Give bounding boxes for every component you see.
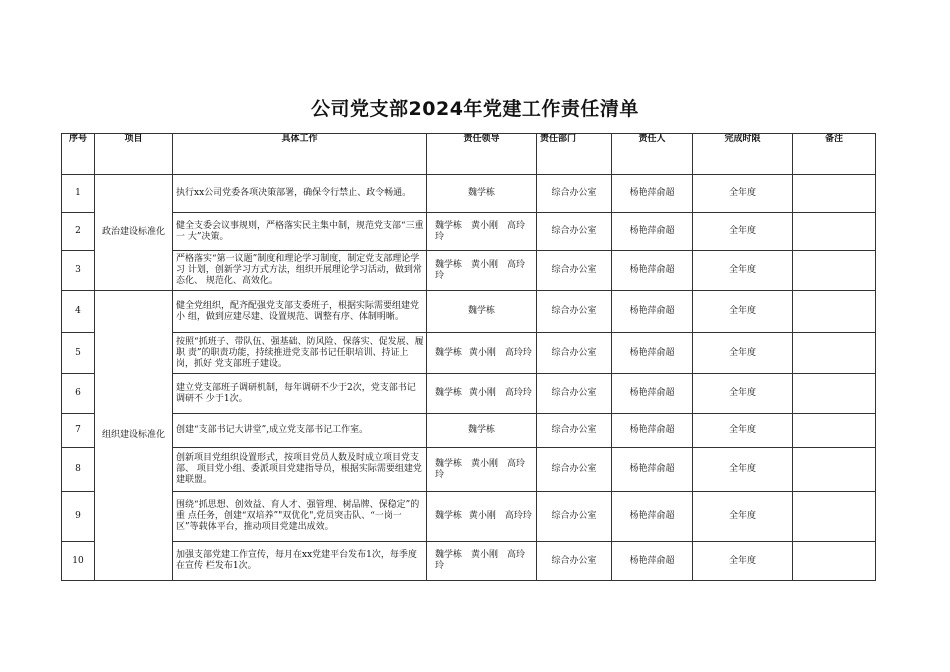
row-seq: 5 (62, 333, 95, 374)
row-leader: 魏学栋 黄小刚 高玲玲 (427, 374, 537, 414)
row-dept: 综合办公室 (537, 448, 612, 492)
row-deadline: 全年度 (693, 492, 793, 542)
table-row (62, 448, 876, 492)
row-person: 杨艳萍俞超 (612, 542, 693, 581)
row-leader: 魏学栋 (427, 175, 537, 213)
header-item: 项目 (95, 134, 173, 175)
row-deadline: 全年度 (693, 175, 793, 213)
row-note (793, 291, 876, 333)
row-note (793, 374, 876, 414)
row-deadline: 全年度 (693, 291, 793, 333)
row-dept: 综合办公室 (537, 374, 612, 414)
row-work: 健全党组织，配齐配强党支部支委班子，根据实际需要组建党小 组，做到应建尽建、设置规范、调整有序、体制明晰。 (173, 291, 427, 333)
row-deadline: 全年度 (693, 251, 793, 291)
row-seq: 9 (62, 492, 95, 542)
header-work: 具体工作 (173, 134, 427, 175)
row-leader: 魏学栋 黄小刚 高玲玲 (427, 333, 537, 374)
row-deadline: 全年度 (693, 448, 793, 492)
row-note (793, 492, 876, 542)
row-note (793, 175, 876, 213)
header-deadline: 完成时限 (693, 134, 793, 175)
document-title: 公司党支部2024年党建工作责任清单 (311, 98, 639, 120)
row-person: 杨艳萍俞超 (612, 374, 693, 414)
row-note (793, 251, 876, 291)
row-leader: 魏学栋 黄小刚 高玲玲 (427, 542, 537, 581)
row-dept: 综合办公室 (537, 291, 612, 333)
table-row (62, 374, 876, 414)
row-note (793, 414, 876, 448)
row-seq: 1 (62, 175, 95, 213)
row-person: 杨艳萍俞超 (612, 213, 693, 251)
row-leader: 魏学栋 (427, 414, 537, 448)
row-deadline: 全年度 (693, 213, 793, 251)
table-row (62, 333, 876, 374)
responsibility-table (61, 133, 876, 581)
row-person: 杨艳萍俞超 (612, 333, 693, 374)
row-work: 执行xx公司党委各项决策部署，确保令行禁止、政令畅通。 (173, 175, 427, 213)
row-work: 创新项目党组织设置形式，按项目党员人数及时成立项目党支部、 项目党小组、委派项目党建指导员，根据实际需要组建党建联盟。 (173, 448, 427, 492)
table-row (62, 213, 876, 251)
table-row (62, 414, 876, 448)
category-political: 政治建设标准化 (95, 175, 173, 291)
table-row (62, 492, 876, 542)
row-dept: 综合办公室 (537, 542, 612, 581)
row-work: 建立党支部班子调研机制，每年调研不少于2次，党支部书记调研不 少于1次。 (173, 374, 427, 414)
row-dept: 综合办公室 (537, 333, 612, 374)
header-seq: 序号 (62, 134, 95, 175)
row-dept: 综合办公室 (537, 175, 612, 213)
row-note (793, 333, 876, 374)
row-work: 加强支部党建工作宣传，每月在xx党建平台发布1次，每季度在宣传 栏发布1次。 (173, 542, 427, 581)
row-seq: 4 (62, 291, 95, 333)
header-leader: 责任领导 (427, 134, 537, 175)
row-leader: 魏学栋 黄小刚 高玲玲 (427, 213, 537, 251)
header-person: 责任人 (612, 134, 693, 175)
row-leader: 魏学栋 黄小刚 高玲玲 (427, 251, 537, 291)
row-leader: 魏学栋 黄小刚 高玲玲 (427, 448, 537, 492)
row-seq: 10 (62, 542, 95, 581)
row-dept: 综合办公室 (537, 251, 612, 291)
row-seq: 6 (62, 374, 95, 414)
row-dept: 综合办公室 (537, 213, 612, 251)
row-work: 围绕“抓思想、创效益、育人才、强管理、树品牌、保稳定”的重 点任务，创建“双培养”"双优化",党员突击队、“一岗一区”等载体平台，推动项目党建出成效。 (173, 492, 427, 542)
table-row (62, 542, 876, 581)
row-seq: 2 (62, 213, 95, 251)
row-deadline: 全年度 (693, 333, 793, 374)
row-note (793, 213, 876, 251)
row-person: 杨艳萍俞超 (612, 291, 693, 333)
header-row (62, 134, 876, 175)
table-row (62, 175, 876, 213)
row-leader: 魏学栋 (427, 291, 537, 333)
row-work: 健全支委会议事规则，严格落实民主集中制，规范党支部“三重一 大”决策。 (173, 213, 427, 251)
row-person: 杨艳萍俞超 (612, 175, 693, 213)
table-row (62, 251, 876, 291)
table-row (62, 291, 876, 333)
row-deadline: 全年度 (693, 414, 793, 448)
row-leader: 魏学栋 黄小刚 高玲玲 (427, 492, 537, 542)
row-work: 按照“抓班子、带队伍、强基础、防风险、保落实、促发展、履职 责”的职责功能，持续推进党支部书记任职培训、持证上岗，抓好 党支部班子建设。 (173, 333, 427, 374)
row-person: 杨艳萍俞超 (612, 492, 693, 542)
row-deadline: 全年度 (693, 542, 793, 581)
header-note: 备注 (793, 134, 876, 175)
row-note (793, 542, 876, 581)
row-dept: 综合办公室 (537, 492, 612, 542)
row-seq: 8 (62, 448, 95, 492)
row-person: 杨艳萍俞超 (612, 448, 693, 492)
row-person: 杨艳萍俞超 (612, 251, 693, 291)
row-work: 创建“支部书记大讲堂”,成立党支部书记工作室。 (173, 414, 427, 448)
row-seq: 3 (62, 251, 95, 291)
row-note (793, 448, 876, 492)
row-seq: 7 (62, 414, 95, 448)
row-dept: 综合办公室 (537, 414, 612, 448)
row-work: 严格落实“第一议题”制度和理论学习制度，制定党支部理论学习 计划，创新学习方式方法，组织开展理论学习活动，做到常态化、 规范化、高效化。 (173, 251, 427, 291)
row-deadline: 全年度 (693, 374, 793, 414)
row-person: 杨艳萍俞超 (612, 414, 693, 448)
category-organization: 组织建设标准化 (95, 291, 173, 581)
header-dept: 责任部门 (537, 134, 612, 175)
